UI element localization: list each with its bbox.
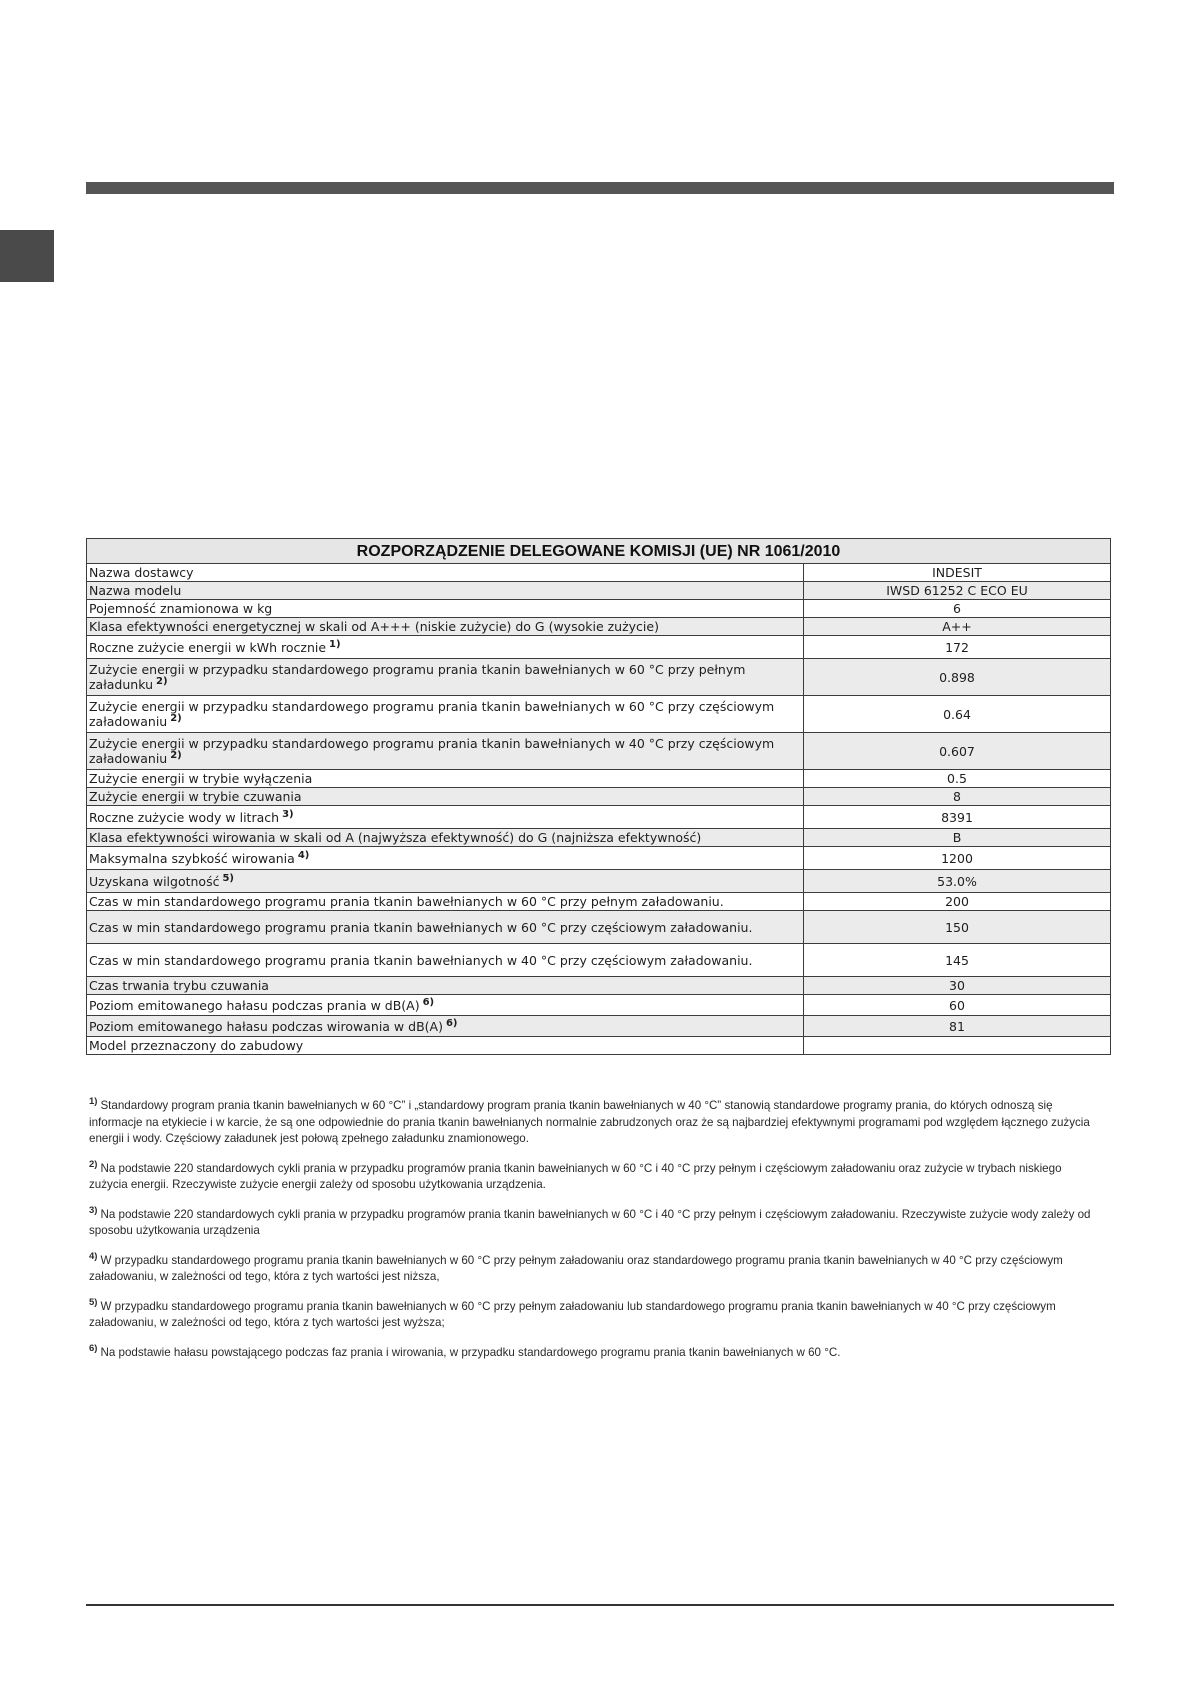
footnotes (89, 1098, 1099, 1374)
table-row (87, 1016, 1111, 1037)
footnote-3 (89, 1204, 1099, 1240)
row-value: 53.0% (804, 870, 1111, 893)
row-value: INDESIT (804, 564, 1111, 582)
row-value: A++ (804, 618, 1111, 636)
footnote-mark: 4) (89, 1250, 98, 1262)
table-row (87, 870, 1111, 893)
table-row (87, 696, 1111, 733)
footnote-ref: 2) (170, 713, 182, 724)
footnote-mark: 1) (89, 1096, 98, 1107)
row-label: Zużycie energii w trybie wyłączenia (87, 770, 804, 788)
row-label: Czas w min standardowego programu prania tkanin bawełnianych w 60 °C przy częściowym załadowaniu. (87, 911, 804, 944)
row-value: B (804, 829, 1111, 847)
row-label: Roczne zużycie energii w kWh rocznie $^{1)}$ (87, 636, 804, 659)
row-label: Maksymalna szybkość wirowania $^{4)}$ (87, 847, 804, 870)
table-row (87, 564, 1111, 582)
row-value: 8 (804, 788, 1111, 806)
footnote-text: Na podstawie hałasu powstającego podczas faz prania i wirowania, w przypadku standardowego programu prania tkanin bawełnianych w 60 °C. (100, 1345, 841, 1359)
footnote-ref: 1) (329, 638, 341, 650)
footnote-text: Na podstawie 220 standardowych cykli prania w przypadku programów prania tkanin bawełnianych w 60 °C i 40 °C przy pełnym i częściowym załadowaniu. Rzeczywiste zużycie wody zależy od sposobu użytkowania urządzenia (89, 1207, 1091, 1237)
row-value: 8391 (804, 806, 1111, 829)
row-label: Poziom emitowanego hałasu podczas prania w dB(A) $^{6)}$ (87, 995, 804, 1016)
table-row (87, 829, 1111, 847)
footnote-ref: 6) (445, 1017, 458, 1029)
row-value: 172 (804, 636, 1111, 659)
row-value (804, 1037, 1111, 1055)
table-row (87, 806, 1111, 829)
table-row (87, 847, 1111, 870)
footnote-ref: 5) (222, 872, 234, 884)
row-label: Klasa efektywności wirowania w skali od A (najwyższa efektywność) do G (najniższa efektywność) (87, 829, 804, 847)
row-value: 81 (804, 1016, 1111, 1037)
table-row (87, 893, 1111, 911)
row-value: 0.64 (804, 696, 1111, 733)
table-row (87, 944, 1111, 977)
footnote-5 (89, 1296, 1099, 1332)
footnote-ref: 2) (156, 676, 168, 687)
table-row (87, 788, 1111, 806)
footnote-text: W przypadku standardowego programu prania tkanin bawełnianych w 60 °C przy pełnym załadowaniu oraz standardowego programu prania tkanin bawełnianych w 40 °C przy częściowym załadowaniu, w zależności od tego, która z tych wartości jest niższa, (89, 1253, 1063, 1283)
table-row (87, 600, 1111, 618)
row-value: 145 (804, 944, 1111, 977)
row-value: 200 (804, 893, 1111, 911)
footnote-ref: 3) (282, 808, 294, 820)
row-label: Czas w min standardowego programu prania tkanin bawełnianych w 40 °C przy częściowym załadowaniu. (87, 944, 804, 977)
footnote-mark: 6) (89, 1342, 98, 1354)
row-label: Nazwa modelu (87, 582, 804, 600)
table-row (87, 733, 1111, 770)
table-row (87, 995, 1111, 1016)
footnote-4 (89, 1250, 1099, 1286)
footnote-2 (89, 1158, 1099, 1194)
row-value: 1200 (804, 847, 1111, 870)
footnote-text: Standardowy program prania tkanin bawełnianych w 60 °C” i „standardowy program prania tkanin bawełnianych w 40 °C” stanowią standardowe programy prania, do których odnoszą się informacje na etykiecie i w karcie, że są one odpowiednie do prania tkanin bawełnianych normalnie zabrudzonych oraz że są najbardziej efektywnymi programami pod względem łącznego zużycia energii i wody. Częściowy załadunek jest połową zpełnego załadunku znamionowego. (89, 1099, 1090, 1145)
row-value: 0.607 (804, 733, 1111, 770)
row-value: 30 (804, 977, 1111, 995)
footnote-text: W przypadku standardowego programu prania tkanin bawełnianych w 60 °C przy pełnym załadowaniu lub standardowego programu prania tkanin bawełnianych w 40 °C przy częściowym załadowaniu, w zależności od tego, która z tych wartości jest wyższa; (89, 1299, 1056, 1329)
row-value: IWSD 61252 C ECO EU (804, 582, 1111, 600)
footnote-mark: 5) (89, 1296, 98, 1308)
row-label: Zużycie energii w przypadku standardowego programu prania tkanin bawełnianych w 40 °C przy częściowym załadowaniu $^{2)}$ (87, 733, 804, 770)
footnote-text: Na podstawie 220 standardowych cykli prania w przypadku programów prania tkanin bawełnianych w 60 °C i 40 °C przy pełnym i częściowym załadowaniu oraz zużycie w trybach niskiego zużycia energii. Rzeczywiste zużycie energii zależy od sposobu użytkowania urządzenia. (89, 1161, 1062, 1191)
row-value: 150 (804, 911, 1111, 944)
row-label: Pojemność znamionowa w kg (87, 600, 804, 618)
table-title: ROZPORZĄDZENIE DELEGOWANE KOMISJI (UE) NR 1061/2010 (87, 539, 1111, 564)
product-fiche-table (86, 538, 1111, 1055)
table-row (87, 659, 1111, 696)
row-label: Nazwa dostawcy (87, 564, 804, 582)
table-row (87, 636, 1111, 659)
table-row (87, 977, 1111, 995)
header-rule (86, 182, 1114, 194)
table-row (87, 618, 1111, 636)
row-value: 6 (804, 600, 1111, 618)
table-row (87, 770, 1111, 788)
row-label: Poziom emitowanego hałasu podczas wirowania w dB(A) $^{6)}$ (87, 1016, 804, 1037)
row-label: Czas trwania trybu czuwania (87, 977, 804, 995)
footnote-ref: 6) (422, 996, 435, 1008)
footnote-ref: 4) (297, 849, 310, 861)
row-label: Model przeznaczony do zabudowy (87, 1037, 804, 1055)
row-label: Uzyskana wilgotność $^{5)}$ (87, 870, 804, 893)
table-row (87, 582, 1111, 600)
footnote-mark: 3) (89, 1204, 98, 1216)
row-label: Zużycie energii w przypadku standardowego programu prania tkanin bawełnianych w 60 °C przy pełnym załadunku $^{2)}$ (87, 659, 804, 696)
footer-rule (86, 1604, 1114, 1606)
footnote-6 (89, 1342, 1099, 1362)
row-label: Roczne zużycie wody w litrach $^{3)}$ (87, 806, 804, 829)
row-value: 0.898 (804, 659, 1111, 696)
table-row (87, 911, 1111, 944)
footnote-ref: 2) (170, 750, 182, 761)
row-value: 60 (804, 995, 1111, 1016)
footnote-1 (89, 1098, 1099, 1148)
row-label: Zużycie energii w przypadku standardowego programu prania tkanin bawełnianych w 60 °C przy częściowym załadowaniu $^{2)}$ (87, 696, 804, 733)
section-tab-marker (0, 230, 54, 282)
row-label: Czas w min standardowego programu prania tkanin bawełnianych w 60 °C przy pełnym załadowaniu. (87, 893, 804, 911)
row-value: 0.5 (804, 770, 1111, 788)
row-label: Klasa efektywności energetycznej w skali od A+++ (niskie zużycie) do G (wysokie zużycie) (87, 618, 804, 636)
row-label: Zużycie energii w trybie czuwania (87, 788, 804, 806)
table-row (87, 1037, 1111, 1055)
footnote-mark: 2) (89, 1158, 98, 1170)
